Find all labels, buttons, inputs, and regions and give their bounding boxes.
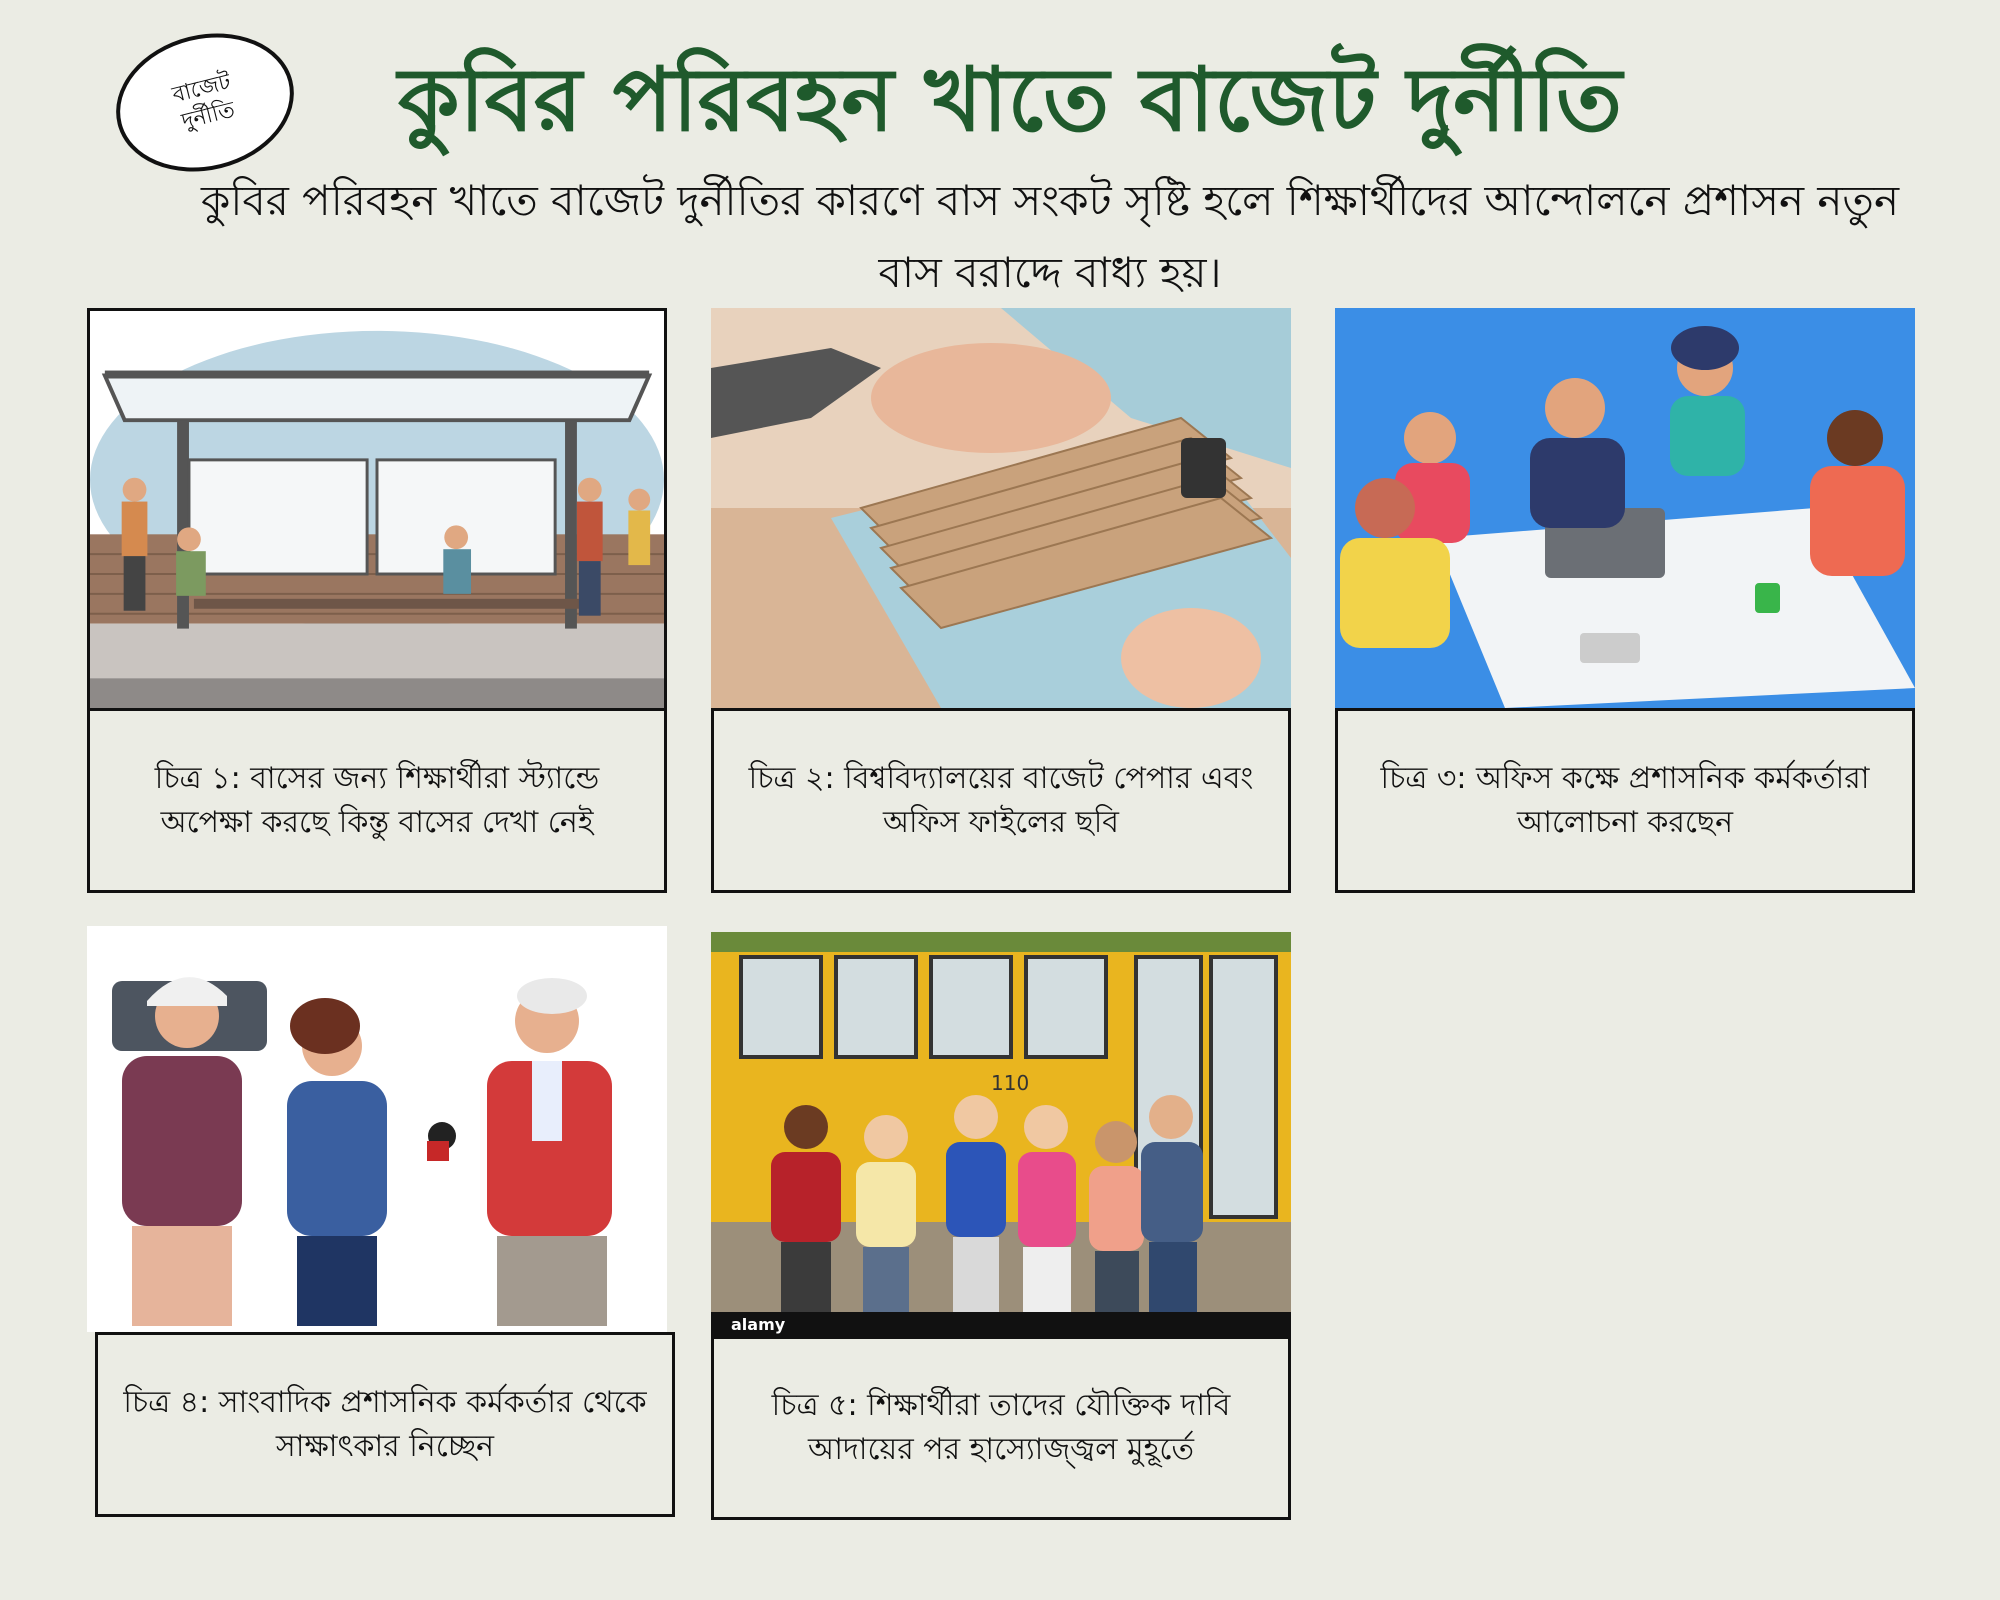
bus-number: 110 [991, 1071, 1030, 1095]
badge-text: বাজেট দুর্নীতি [169, 69, 238, 135]
panel-3-caption: চিত্র ৩: অফিস কক্ষে প্রশাসনিক কর্মকর্তারা আলোচনা করছেন [1335, 708, 1915, 893]
panel-3 [1335, 308, 1915, 893]
panel-1 [87, 308, 667, 893]
panel-5 [711, 932, 1291, 1520]
panel-1-image [87, 308, 667, 708]
panel-3-image [1335, 308, 1915, 708]
panel-5-caption: চিত্র ৫: শিক্ষার্থীরা তাদের যৌক্তিক দাবি আদায়ের পর হাস্যোজ্জ্বল মুহূর্তে [711, 1336, 1291, 1520]
panel-4-caption: চিত্র ৪: সাংবাদিক প্রশাসনিক কর্মকর্তার থেকে সাক্ষাৎকার নিচ্ছেন [95, 1332, 675, 1517]
office-meeting-illustration [1335, 308, 1915, 708]
panel-2-caption: চিত্র ২: বিশ্ববিদ্যালয়ের বাজেট পেপার এবং অফিস ফাইলের ছবি [711, 708, 1291, 893]
page-title: কুবির পরিবহন খাতে বাজেট দুর্নীতি [397, 48, 1623, 151]
panel-4-image [87, 926, 667, 1332]
budget-corruption-badge [101, 15, 308, 190]
panel-4 [87, 926, 667, 1517]
students-bus-photo [711, 932, 1291, 1336]
bus-stand-illustration [90, 311, 664, 708]
panel-2-image [711, 308, 1291, 708]
page-subtitle: কুবির পরিবহন খাতে বাজেট দুর্নীতির কারণে বাস সংকট সৃষ্টি হলে শিক্ষার্থীদের আন্দোলনে প্রশাসন নতুন বাস বরাদ্দে বাধ্য হয়। [200, 176, 1900, 297]
interview-illustration [87, 926, 667, 1332]
budget-files-photo [711, 308, 1291, 708]
panel-1-caption: চিত্র ১: বাসের জন্য শিক্ষার্থীরা স্ট্যান্ডে অপেক্ষা করছে কিন্তু বাসের দেখা নেই [87, 708, 667, 893]
alamy-watermark: alamy [731, 1315, 786, 1334]
panel-2 [711, 308, 1291, 893]
panel-5-image [711, 932, 1291, 1336]
